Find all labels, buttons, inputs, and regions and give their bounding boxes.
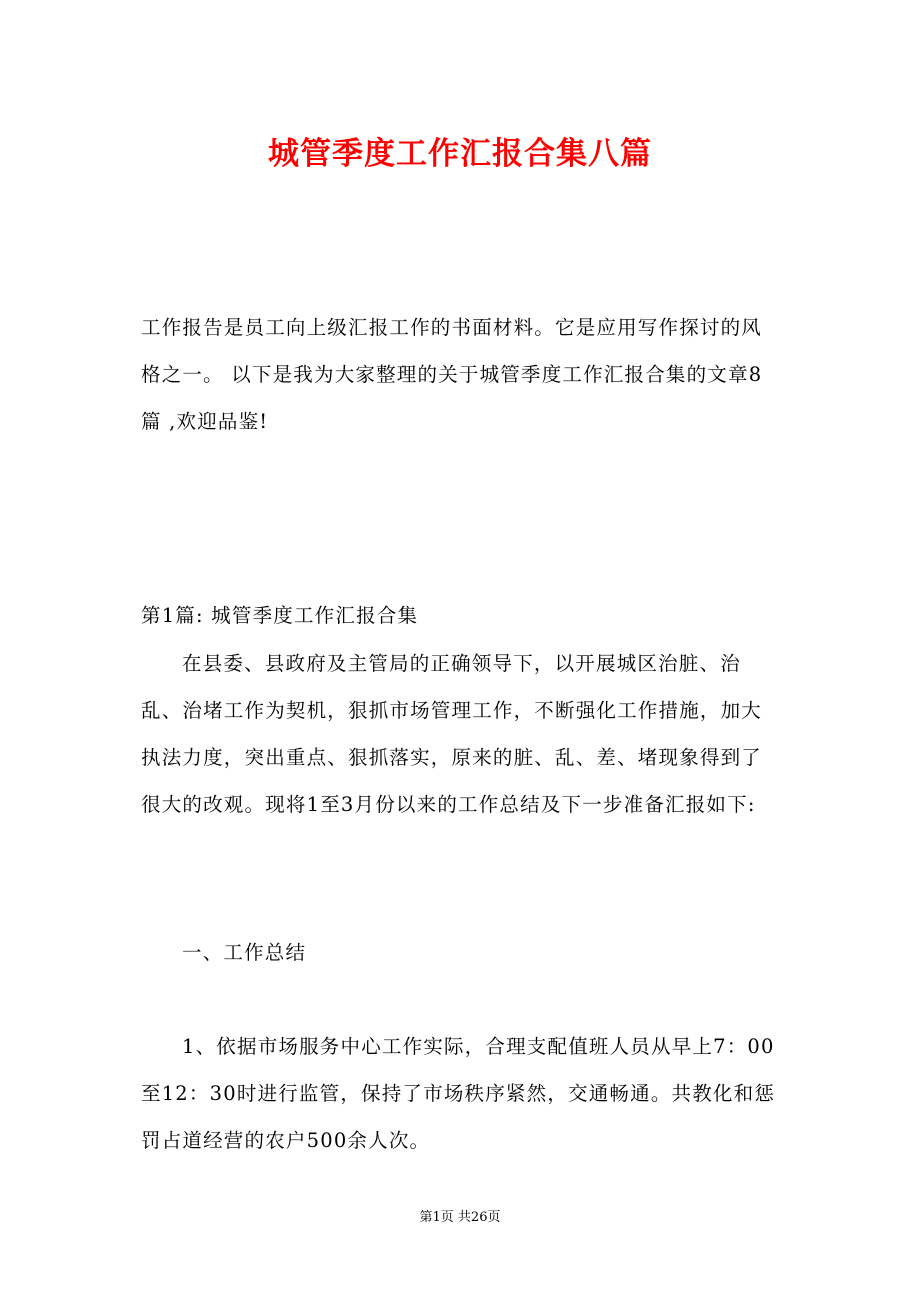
list-item-1: 1、依据市场服务中心工作实际，合理支配值班人员从早上7：00至12：30时进行监管，保持了市场秩序紧然，交通畅通。共教化和惩罚占道经营的农户500余人次。 bbox=[141, 1035, 776, 1152]
intro-paragraph: 工作报告是员工向上级汇报工作的书面材料。它是应用写作探讨的风格之一。 以下是我为大家整理的关于城管季度工作汇报合集的文章8篇 ,欢迎品鉴! bbox=[141, 316, 763, 433]
section-heading: 第1篇: 城管季度工作汇报合集 bbox=[141, 604, 419, 627]
document-title: 城管季度工作汇报合集八篇 bbox=[268, 136, 652, 172]
body-paragraph-1: 在县委、县政府及主管局的正确领导下，以开展城区治脏、治乱、治堵工作为契机，狠抓市场管理工作，不断强化工作措施，加大执法力度，突出重点、狠抓落实，原来的脏、乱、差、堵现象得到了很大的改观。现将1至3月份以来的工作总结及下一步准备汇报如下: bbox=[141, 652, 763, 816]
page-footer: 第1页 共26页 bbox=[419, 1210, 501, 1225]
subheading-work-summary: 一、工作总结 bbox=[182, 941, 307, 964]
